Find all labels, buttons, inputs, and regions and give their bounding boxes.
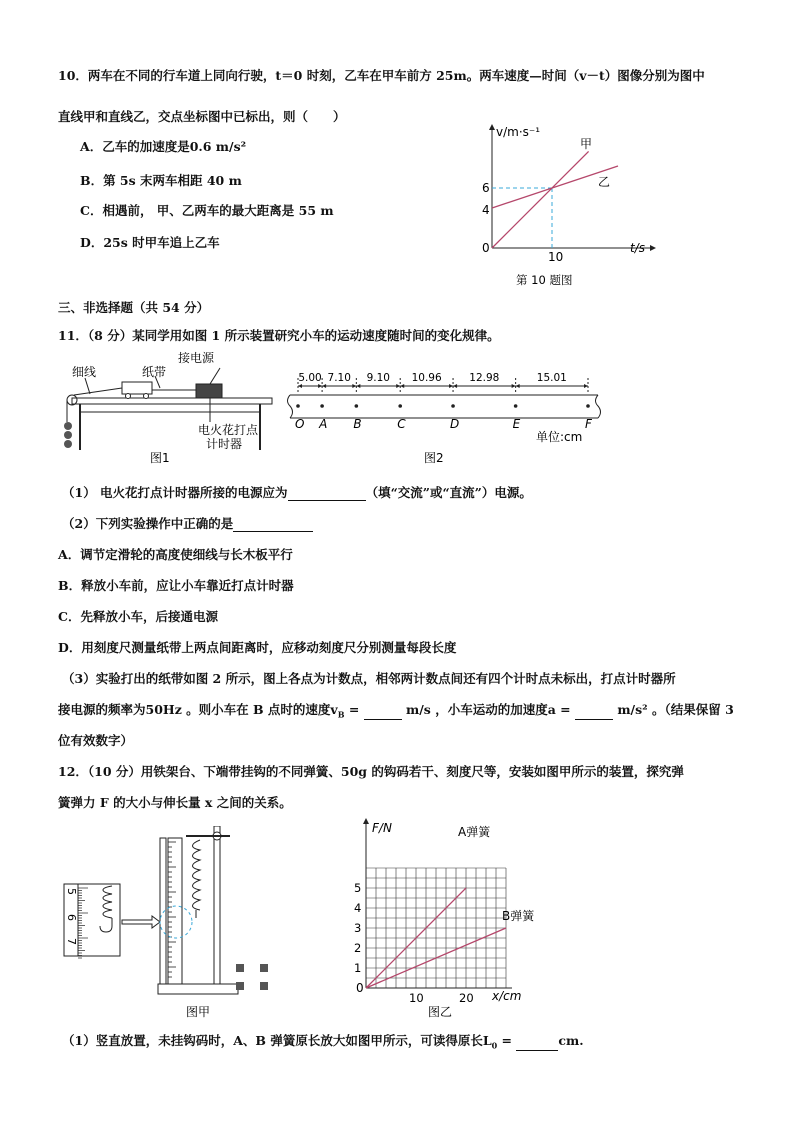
- q10-y-arrow: [489, 124, 495, 130]
- q11-fig2-caption: 图2: [424, 451, 444, 465]
- section3-heading: 三、非选择题（共 54 分）: [58, 300, 210, 315]
- tape-label-B: B: [353, 417, 362, 431]
- q12-ruler-left-rail: [160, 838, 166, 984]
- q11-option-c: C．先释放小车，后接通电源: [58, 609, 218, 624]
- tape-label-F: F: [585, 417, 592, 431]
- q11-weight-2: [64, 431, 72, 439]
- tape-point-O: [296, 404, 300, 408]
- tape-distance-0: 5.00: [298, 372, 322, 384]
- q11-option-d: D．用刻度尺测量纸带上两点间距离时，应移动刻度尺分别测量每段长度: [58, 640, 457, 655]
- q11-weight-3: [64, 440, 72, 448]
- tape-distance-2: 9.10: [366, 372, 390, 384]
- q11-part1-blank[interactable]: [288, 500, 366, 501]
- q11-fig1-caption: 图1: [150, 451, 170, 465]
- tape-dim-arrow-right-3: [449, 384, 453, 388]
- tape-distance-3: 10.96: [411, 372, 442, 384]
- q11-part3-line1: （3）实验打出的纸带如图 2 所示，图上各点为计数点，相邻两计数点间还有四个计时点未标出，打点计时器所: [62, 671, 676, 686]
- q10-x-arrow: [650, 245, 656, 251]
- tape-dim-arrow-right-0: [318, 384, 322, 388]
- tape-dim-arrow-left-5: [516, 384, 520, 388]
- q12-stand-rod: [214, 826, 220, 984]
- tape-dim-arrow-right-4: [512, 384, 516, 388]
- q11-tape-break-right: [596, 395, 601, 418]
- q12-magnify-arrow: [122, 916, 160, 928]
- tape-dim-arrow-left-4: [453, 384, 457, 388]
- xtick-10: 10: [409, 991, 424, 1005]
- q12-spring: [193, 840, 201, 910]
- q11-part1-text-a: （1） 电火花打点计时器所接的电源应为: [62, 485, 288, 500]
- q12-part1-unit: cm.: [558, 1033, 584, 1048]
- q11-part1-text-b: （填“交流”或“直流”）电源。: [365, 485, 532, 500]
- q11-label-string: 细线: [72, 365, 97, 379]
- q11-part2-text: （2）下列实验操作中正确的是: [62, 516, 234, 531]
- q11-part3-text-a: 接电源的频率为50Hz 。则小车在 B 点时的速度v: [58, 702, 338, 717]
- q11-part3-text-c: m/s ，小车运动的加速度a =: [401, 702, 575, 717]
- q10-label-yi: 乙: [598, 175, 611, 189]
- q11-figure-2-tape: [284, 350, 604, 468]
- q11-tape-dimensions: [298, 372, 588, 388]
- tape-point-A: [320, 404, 324, 408]
- q10-label-jia: 甲: [580, 137, 593, 151]
- tape-label-A: A: [319, 417, 328, 431]
- tape-point-B: [355, 404, 359, 408]
- q11-part1: [62, 483, 532, 501]
- q11-board: [72, 398, 272, 404]
- tape-label-O: O: [295, 417, 305, 431]
- q12-mark-5: 5: [65, 888, 78, 895]
- q11-part3-eq: =: [344, 702, 364, 717]
- q11-tape-break-left: [288, 395, 293, 418]
- tape-dim-arrow-right-5: [584, 384, 588, 388]
- tape-label-D: D: [450, 417, 460, 431]
- q11-timer: [196, 384, 222, 398]
- q11-label-timer-2: 计时器: [206, 437, 243, 451]
- q12-mark-7: 7: [65, 938, 78, 945]
- q12-label-spring-b: B弹簧: [502, 909, 534, 923]
- q12-x-axis-label: x/cm: [492, 989, 522, 1003]
- q11-line-leader: [85, 378, 90, 394]
- tape-distance-5: 15.01: [536, 372, 567, 384]
- tape-dim-arrow-right-1: [352, 384, 356, 388]
- q12-label-spring-a: A弹簧: [458, 825, 491, 839]
- ytick-1: 1: [354, 961, 362, 975]
- q11-vb-blank[interactable]: [364, 719, 402, 720]
- q12-origin: 0: [356, 981, 364, 995]
- q12-weight-1: [236, 964, 244, 972]
- q11-part3-subscript: B: [337, 709, 345, 720]
- tape-point-C: [398, 404, 402, 408]
- q12-y-arrow: [363, 818, 369, 824]
- q11-weight-1: [64, 422, 72, 430]
- q12-length-blank[interactable]: [516, 1050, 558, 1051]
- tape-dim-arrow-left-1: [322, 384, 326, 388]
- q11-part3-line3: 位有效数字）: [58, 733, 134, 748]
- q11-label-timer-1: 电火花打点: [198, 423, 259, 437]
- q11-label-tape: 纸带: [142, 365, 167, 379]
- q12-y-ticks: [354, 881, 361, 975]
- tape-dim-arrow-left-3: [400, 384, 404, 388]
- q12-weight-4: [260, 982, 268, 990]
- q10-stem-line1: 10．两车在不同的行车道上同向行驶，t＝0 时刻，乙车在甲车前方 25m。两车速度—时间（v－t）图像分别为图中: [58, 68, 705, 83]
- q10-caption: 第 10 题图: [516, 273, 573, 287]
- q11-wheel-2: [144, 394, 149, 399]
- q10-line-jia: [492, 151, 589, 248]
- q12-part1-eq: =: [497, 1033, 517, 1048]
- xtick-20: 20: [459, 991, 474, 1005]
- q12-stem-line2: 簧弹力 F 的大小与伸长量 x 之间的关系。: [58, 795, 292, 810]
- q12-figure-jia: [60, 826, 290, 1021]
- q10-vt-graph: [470, 118, 670, 293]
- q11-tape-unit: 单位:cm: [536, 430, 583, 444]
- q11-option-a: A．调节定滑轮的高度使细线与长木板平行: [58, 547, 293, 562]
- q12-grid: [366, 868, 506, 988]
- ytick-3: 3: [354, 921, 362, 935]
- q11-part2-blank[interactable]: [233, 531, 313, 532]
- q11-stem: 11．（8 分）某同学用如图 1 所示装置研究小车的运动速度随时间的变化规律。: [58, 328, 500, 343]
- tape-dim-arrow-left-0: [298, 384, 302, 388]
- q10-xtick-10: 10: [548, 250, 564, 264]
- tape-label-E: E: [512, 417, 521, 431]
- q10-x-axis-label: t/s: [630, 241, 645, 255]
- q10-y-axis-label: v/m·s⁻¹: [496, 125, 541, 139]
- q11-part2: [62, 514, 313, 532]
- tape-point-F: [586, 404, 590, 408]
- q11-figure-1: [60, 350, 280, 468]
- tape-distance-4: 12.98: [469, 372, 500, 384]
- q12-fig-yi-caption: 图乙: [428, 1005, 453, 1019]
- q10-ytick-4: 4: [482, 203, 490, 217]
- q11-option-b: B．释放小车前，应让小车靠近打点计时器: [58, 578, 294, 593]
- q12-fig-jia-caption: 图甲: [186, 1005, 211, 1019]
- q12-part1-text-a: （1）竖直放置，未挂钩码时，A、B 弹簧原长放大如图甲所示，可读得原长L: [62, 1033, 492, 1048]
- q11-label-power: 接电源: [178, 351, 215, 365]
- q11-acc-blank[interactable]: [575, 719, 613, 720]
- q10-origin: 0: [482, 241, 490, 255]
- q12-part1-subscript: 0: [491, 1040, 498, 1051]
- q11-part3-line2: [58, 700, 734, 720]
- q12-y-axis-label: F/N: [372, 821, 392, 835]
- q10-option-a: A．乙车的加速度是0.6 m/s²: [80, 139, 247, 154]
- tape-point-E: [514, 404, 518, 408]
- q11-part3-text-d: m/s² 。（结果保留 3: [612, 702, 734, 717]
- ytick-2: 2: [354, 941, 362, 955]
- q12-stem-line1: 12．（10 分）用铁架台、下端带挂钩的不同弹簧、50g 的钩码若干、刻度尺等，安装如图甲所示的装置，探究弹: [58, 764, 684, 779]
- q11-power-leader: [210, 368, 220, 384]
- q12-weight-3: [236, 982, 244, 990]
- tape-dim-arrow-right-2: [396, 384, 400, 388]
- q10-stem-line2: 直线甲和直线乙，交点坐标图中已标出，则（ ）: [58, 109, 346, 124]
- q10-ytick-6: 6: [482, 181, 490, 195]
- q12-figure-yi-chart: [344, 816, 534, 1021]
- q10-option-c: C．相遇前， 甲、乙两车的最大距离是 55 m: [80, 203, 334, 218]
- q11-wheel-1: [126, 394, 131, 399]
- tape-dim-arrow-left-2: [356, 384, 360, 388]
- tape-point-D: [451, 404, 455, 408]
- q12-mark-6: 6: [65, 914, 78, 921]
- q12-weight-2: [260, 964, 268, 972]
- q12-stand-base: [158, 984, 238, 994]
- q11-cart: [122, 382, 152, 394]
- ytick-5: 5: [354, 881, 362, 895]
- q12-part1: [62, 1031, 584, 1051]
- q10-option-d: D．25s 时甲车追上乙车: [80, 235, 220, 250]
- tape-distance-1: 7.10: [327, 372, 351, 384]
- q11-string: [74, 388, 122, 395]
- tape-label-C: C: [397, 417, 406, 431]
- ytick-4: 4: [354, 901, 362, 915]
- q10-option-b: B．第 5s 末两车相距 40 m: [80, 173, 242, 188]
- q12-x-ticks: [409, 991, 474, 1005]
